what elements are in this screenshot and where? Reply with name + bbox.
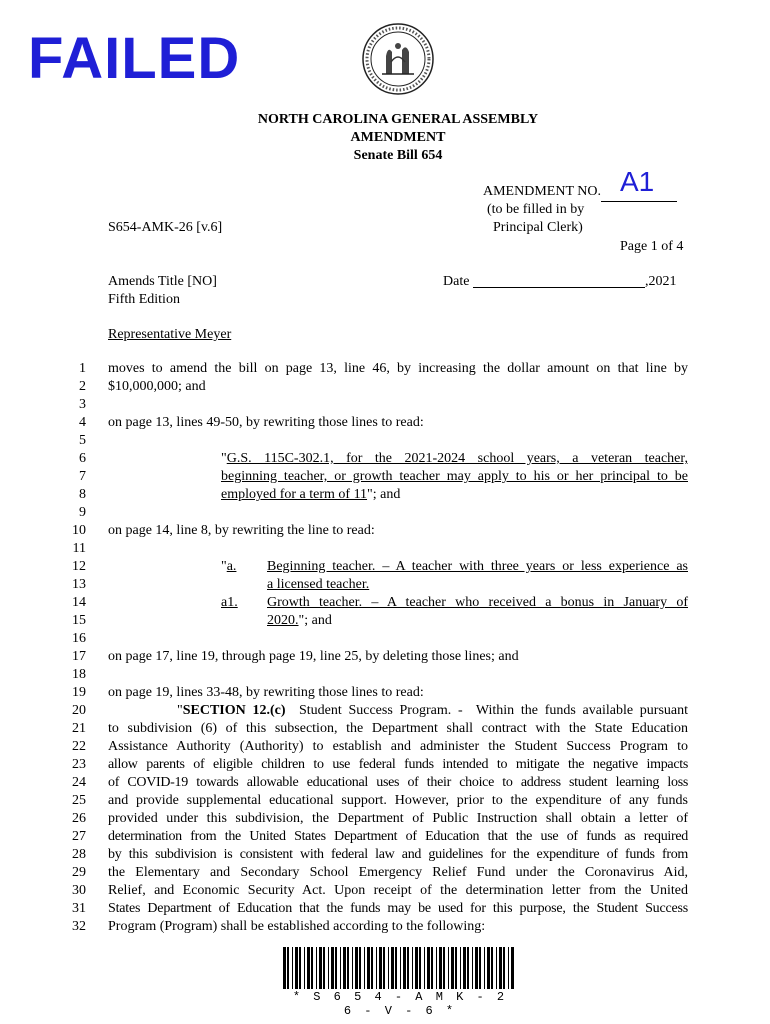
body-line-26: provided under this subdivision, the Department of Public Instruction shall obtain a letter of (108, 811, 688, 826)
amendment-no-value: A1 (620, 166, 655, 197)
def-label-a1: a1. (221, 595, 238, 610)
body-line-23: allow parents of eligible children to use federal funds intended to mitigate the negative impacts (108, 757, 688, 772)
line-number: 31 (72, 901, 86, 916)
body-line-30: Relief, and Economic Security Act. Upon receipt of the determination letter from the United (108, 883, 688, 898)
line-number: 30 (72, 883, 86, 898)
line-number: 24 (72, 775, 86, 790)
line-number: 22 (72, 739, 86, 754)
line-number: 15 (72, 613, 86, 628)
assembly-heading: NORTH CAROLINA GENERAL ASSEMBLY (257, 112, 539, 127)
line-number: 10 (72, 523, 86, 538)
def-label-a: "a. (221, 559, 237, 574)
line-number: 12 (72, 559, 86, 574)
amends-title: Amends Title [NO] (108, 274, 217, 289)
sponsor: Representative Meyer (108, 327, 232, 342)
line-number: 32 (72, 919, 86, 934)
edition: Fifth Edition (108, 292, 180, 307)
quote-line-7: beginning teacher, or growth teacher may apply to his or her principal to be (221, 469, 688, 484)
line-number: 17 (72, 649, 86, 664)
line-number: 16 (72, 631, 86, 646)
line-number: 25 (72, 793, 86, 808)
body-line-24: of COVID-19 towards allowable educational uses of their choice to address student learning loss (108, 775, 688, 790)
line-number: 21 (72, 721, 86, 736)
body-line-1: moves to amend the bill on page 13, line 46, by increasing the dollar amount on that line by (108, 361, 688, 376)
body-line-27: determination from the United States Department of Education that the use of funds as required (108, 829, 688, 844)
date-label: Date (443, 274, 470, 289)
body-line-22: Assistance Authority (Authority) to establish and administer the Student Success Program to (108, 739, 688, 754)
line-number: 9 (79, 505, 86, 520)
def-line-13: a licensed teacher. (267, 577, 370, 592)
body-line-31: States Department of Education that the funds may be used for this purpose, the Student Success (108, 901, 688, 916)
page-info: Page 1 of 4 (620, 239, 684, 254)
line-number: 11 (72, 541, 86, 556)
state-seal-icon (361, 22, 435, 96)
date-year: ,2021 (644, 274, 677, 289)
line-number: 26 (72, 811, 86, 826)
line-number: 19 (72, 685, 86, 700)
body-line-29: the Elementary and Secondary School Emergency Relief Fund under the Coronavirus Aid, (108, 865, 688, 880)
principal-clerk-note: Principal Clerk) (493, 220, 583, 235)
quote-line-6: "G.S. 115C-302.1, for the 2021-2024 school years, a veteran teacher, (221, 451, 688, 466)
line-number: 28 (72, 847, 86, 862)
body-line-17: on page 17, line 19, through page 19, line 25, by deleting those lines; and (108, 649, 519, 664)
body-line-25: and provide supplemental educational support. However, prior to the expenditure of any funds (108, 793, 688, 808)
body-line-21: to subdivision (6) of this subsection, the Department shall contract with the State Education (108, 721, 688, 736)
line-number: 14 (72, 595, 86, 610)
line-number: 7 (79, 469, 86, 484)
draft-id: S654-AMK-26 [v.6] (108, 220, 223, 235)
barcode-label: * S 6 5 4 - A M K - 2 6 - V - 6 * (292, 990, 508, 1018)
line-number: 1 (79, 361, 86, 376)
body-line-32: Program (Program) shall be established according to the following: (108, 919, 486, 934)
line-number: 3 (79, 397, 86, 412)
def-line-12: Beginning teacher. – A teacher with three years or less experience as (267, 559, 688, 574)
line-number: 20 (72, 703, 86, 718)
bill-name: Senate Bill 654 (353, 148, 443, 163)
body-line-4: on page 13, lines 49-50, by rewriting those lines to read: (108, 415, 424, 430)
line-numbers (62, 360, 86, 936)
fill-note: (to be filled in by (487, 202, 585, 217)
line-number: 18 (72, 667, 86, 682)
line-number: 13 (72, 577, 86, 592)
line-number: 4 (79, 415, 86, 430)
date-blank (473, 273, 645, 288)
line-number: 6 (79, 451, 86, 466)
line-number: 2 (79, 379, 86, 394)
failed-stamp: FAILED (28, 26, 241, 91)
line-number: 8 (79, 487, 86, 502)
document-type: AMENDMENT (350, 130, 446, 145)
def-line-14: Growth teacher. – A teacher who received a bonus in January of (267, 595, 688, 610)
date-field (443, 273, 676, 291)
quote-line-8: employed for a term of 11"; and (221, 487, 401, 502)
barcode-icon (283, 947, 517, 989)
body-line-20: "SECTION 12.(c) Student Success Program. - Within the funds available pursuant (177, 703, 688, 718)
line-number: 27 (72, 829, 86, 844)
body-line-28: by this subdivision is consistent with federal law and guidelines for the expenditure of funds from (108, 847, 688, 862)
body-line-19: on page 19, lines 33-48, by rewriting those lines to read: (108, 685, 424, 700)
line-number: 23 (72, 757, 86, 772)
line-number: 29 (72, 865, 86, 880)
body-line-2: $10,000,000; and (108, 379, 206, 394)
line-number: 5 (79, 433, 86, 448)
body-line-10: on page 14, line 8, by rewriting the line to read: (108, 523, 375, 538)
amendment-no-label: AMENDMENT NO. (483, 184, 601, 199)
def-line-15: 2020."; and (267, 613, 332, 628)
